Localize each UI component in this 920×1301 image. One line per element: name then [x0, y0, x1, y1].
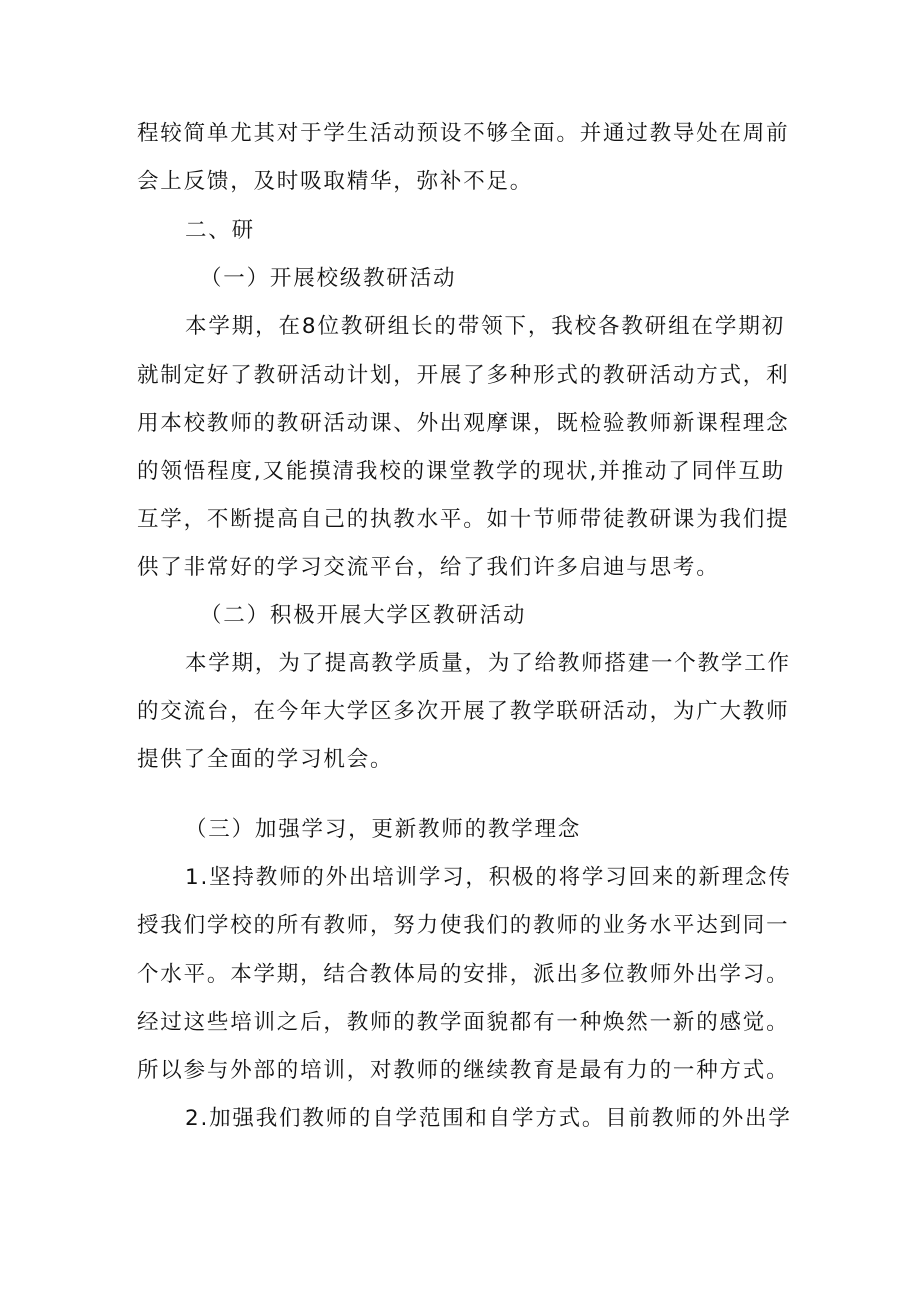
text-line: 的交流台，在今年大学区多次开展了教学联研活动，为广大教师: [137, 699, 790, 724]
text-line: 经过这些培训之后，教师的教学面貌都有一种焕然一新的感觉。: [137, 1010, 790, 1035]
subsection-heading: （二）积极开展大学区教研活动: [200, 603, 527, 628]
text-line: 用本校教师的教研活动课、外出观摩课，既检验教师新课程理念: [137, 411, 790, 436]
paragraph-first-line: 1.坚持教师的外出培训学习，积极的将学习回来的新理念传: [185, 865, 792, 890]
subsection-heading: （三）加强学习，更新教师的教学理念: [185, 817, 582, 842]
subsection-heading: （一）开展校级教研活动: [200, 266, 457, 291]
text-line: 所以参与外部的培训，对教师的继续教育是最有力的一种方式。: [137, 1058, 790, 1083]
text-line: 程较简单尤其对于学生活动预设不够全面。并通过教导处在周前: [137, 121, 790, 146]
paragraph-first-line: 本学期，为了提高教学质量，为了给教师搭建一个教学工作: [185, 651, 791, 676]
text-line: 授我们学校的所有教师，努力使我们的教师的业务水平达到同一: [137, 913, 790, 938]
text-line: 就制定好了教研活动计划，开展了多种形式的教研活动方式，利: [137, 363, 790, 388]
paragraph-first-line: 本学期，在8位教研组长的带领下，我校各教研组在学期初: [185, 314, 785, 339]
text-line: 个水平。本学期，结合教体局的安排，派出多位教师外出学习。: [137, 962, 790, 987]
text-line: 供了非常好的学习交流平台，给了我们许多启迪与思考。: [137, 555, 720, 580]
text-line: 的领悟程度,又能摸清我校的课堂教学的现状,并推动了同伴互助: [137, 459, 785, 484]
text-line: 提供了全面的学习机会。: [137, 747, 394, 772]
text-line: 会上反馈，及时吸取精华，弥补不足。: [137, 169, 534, 194]
text-line: 互学，不断提高自己的执教水平。如十节师带徒教研课为我们提: [137, 507, 790, 532]
section-heading: 二、研: [185, 218, 255, 243]
paragraph-first-line: 2.加强我们教师的自学范围和自学方式。目前教师的外出学: [185, 1106, 792, 1131]
